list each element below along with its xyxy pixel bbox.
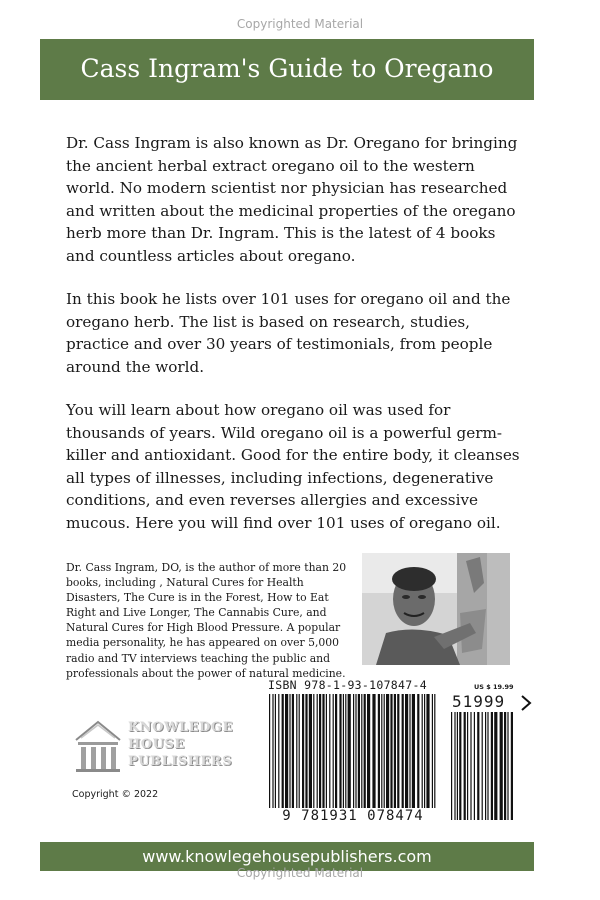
barcode-bar <box>417 694 419 808</box>
barcode-bar <box>477 712 479 820</box>
price-label: US $ 19.99 <box>474 683 514 691</box>
logo-line-house: HOUSE <box>128 737 185 752</box>
barcode-bar <box>482 712 483 820</box>
arrow-icon <box>520 694 532 712</box>
barcode-bar <box>504 712 506 820</box>
barcode-bar <box>309 694 312 808</box>
barcode-bar <box>470 712 471 820</box>
barcode-bar <box>384 694 385 808</box>
barcode-bar <box>494 712 497 820</box>
barcode-bar <box>424 694 425 808</box>
barcode-bar <box>275 694 276 808</box>
barcode-bar <box>289 694 290 808</box>
isbn-text: ISBN 978-1-93-107847-4 <box>268 678 427 692</box>
barcode-bar <box>402 694 404 808</box>
barcode-bar <box>511 712 513 820</box>
barcode-bar <box>451 712 452 820</box>
barcode-bar <box>282 694 284 808</box>
barcode-bar <box>474 712 475 820</box>
barcode-bar <box>412 694 415 808</box>
barcode-bar <box>329 694 330 808</box>
copyright-notice: Copyright © 2022 <box>72 789 159 800</box>
description-paragraph-3: You will learn about how oregano oil was used for thousands of years. Wild oregano oil is a powerful germ-killer and antioxidant. Good for the entire body, it cleanses all types of illnesses, including infections, degenerative conditions, and even reverses allergies and excessive mucous. Here you will find over 101 uses of oregano oil. <box>66 401 520 532</box>
price-barcode <box>450 712 515 820</box>
barcode-digits: 9 781931 078474 <box>282 808 424 824</box>
barcode-bar <box>355 694 356 808</box>
barcode-bar <box>386 694 389 808</box>
barcode-bar <box>296 694 297 808</box>
barcode-bar <box>485 712 486 820</box>
logo-line-publishers: PUBLISHERS <box>128 754 233 769</box>
barcode-bar <box>422 694 423 808</box>
publisher-url: www.knowlegehousepublishers.com <box>142 847 432 866</box>
barcode-bar <box>319 694 321 808</box>
barcode-bar <box>459 712 461 820</box>
barcode-bar <box>272 694 273 808</box>
barcode-bar <box>343 694 344 808</box>
barcode-bar <box>394 694 396 808</box>
logo-line-knowledge: KNOWLEDGE <box>128 720 233 735</box>
author-photo <box>362 553 510 665</box>
barcode-bar <box>467 712 468 820</box>
barcode-bar <box>457 712 458 820</box>
barcode-bar <box>348 694 351 808</box>
barcode-bar <box>432 694 433 808</box>
publisher-logo <box>72 718 242 774</box>
barcode-bar <box>372 694 375 808</box>
barcode-bar <box>353 694 354 808</box>
title-banner <box>40 39 534 100</box>
barcode-bar <box>269 694 270 808</box>
watermark-top: Copyrighted Material <box>236 17 364 31</box>
barcode-bar <box>305 694 307 808</box>
barcode-bar <box>405 694 408 808</box>
barcode-bar <box>378 694 380 808</box>
barcode-bar <box>317 694 318 808</box>
barcode-bar <box>454 712 455 820</box>
watermark-bottom: Copyrighted Material <box>236 866 364 880</box>
barcode-bar <box>302 694 304 808</box>
barcode-bar <box>434 694 435 808</box>
barcode-bar <box>345 694 346 808</box>
barcode-bar <box>500 712 503 820</box>
barcode-bar <box>367 694 370 808</box>
barcode-bar <box>333 694 334 808</box>
barcode-bar <box>313 694 314 808</box>
barcode-bar <box>390 694 392 808</box>
barcode-bar <box>409 694 410 808</box>
barcode-bar <box>464 712 466 820</box>
barcode-bar <box>507 712 508 820</box>
price-addon-digits: 51999 <box>452 692 506 711</box>
isbn-barcode <box>268 694 438 808</box>
barcode-bar <box>292 694 294 808</box>
barcode-bar <box>326 694 327 808</box>
barcode-bar <box>426 694 429 808</box>
barcode-bar <box>322 694 324 808</box>
barcode-bar <box>339 694 341 808</box>
barcode-bar <box>487 712 488 820</box>
barcode-bar <box>397 694 399 808</box>
barcode-bar <box>358 694 360 808</box>
barcode-bar <box>364 694 366 808</box>
barcode-bar <box>278 694 279 808</box>
barcode-bar <box>335 694 337 808</box>
barcode-bar <box>361 694 362 808</box>
description-paragraph-1: Dr. Cass Ingram is also known as Dr. Oregano for bringing the ancient herbal extract oregano oil to the western world. No modern scientist nor physician has researched and written about the medicinal properties of the oregano herb more than Dr. Ingram. This is the latest of 4 books and countless articles about oregano. <box>66 134 518 265</box>
barcode-bar <box>491 712 493 820</box>
author-bio: Dr. Cass Ingram, DO, is the author of more than 20 books, including , Natural Cures for Health Disasters, The Cure is in the Forest, How to Eat Right and Live Longer, The Cannabis Cure, and Natural Cures for High Blood Pressure. A popular media personality, he has appeared on over 5,000 radio and TV interviews teaching the public and professionals about the power of natural medicine. <box>66 561 347 680</box>
book-title: Cass Ingram's Guide to Oregano <box>80 54 494 83</box>
barcode-bar <box>381 694 382 808</box>
barcode-bar <box>285 694 288 808</box>
house-icon <box>72 718 124 774</box>
barcode-bar <box>299 694 300 808</box>
description-paragraph-2: In this book he lists over 101 uses for oregano oil and the oregano herb. The list is based on research, studies, practice and over 30 years of testimonials, from people around the world. <box>66 290 511 376</box>
